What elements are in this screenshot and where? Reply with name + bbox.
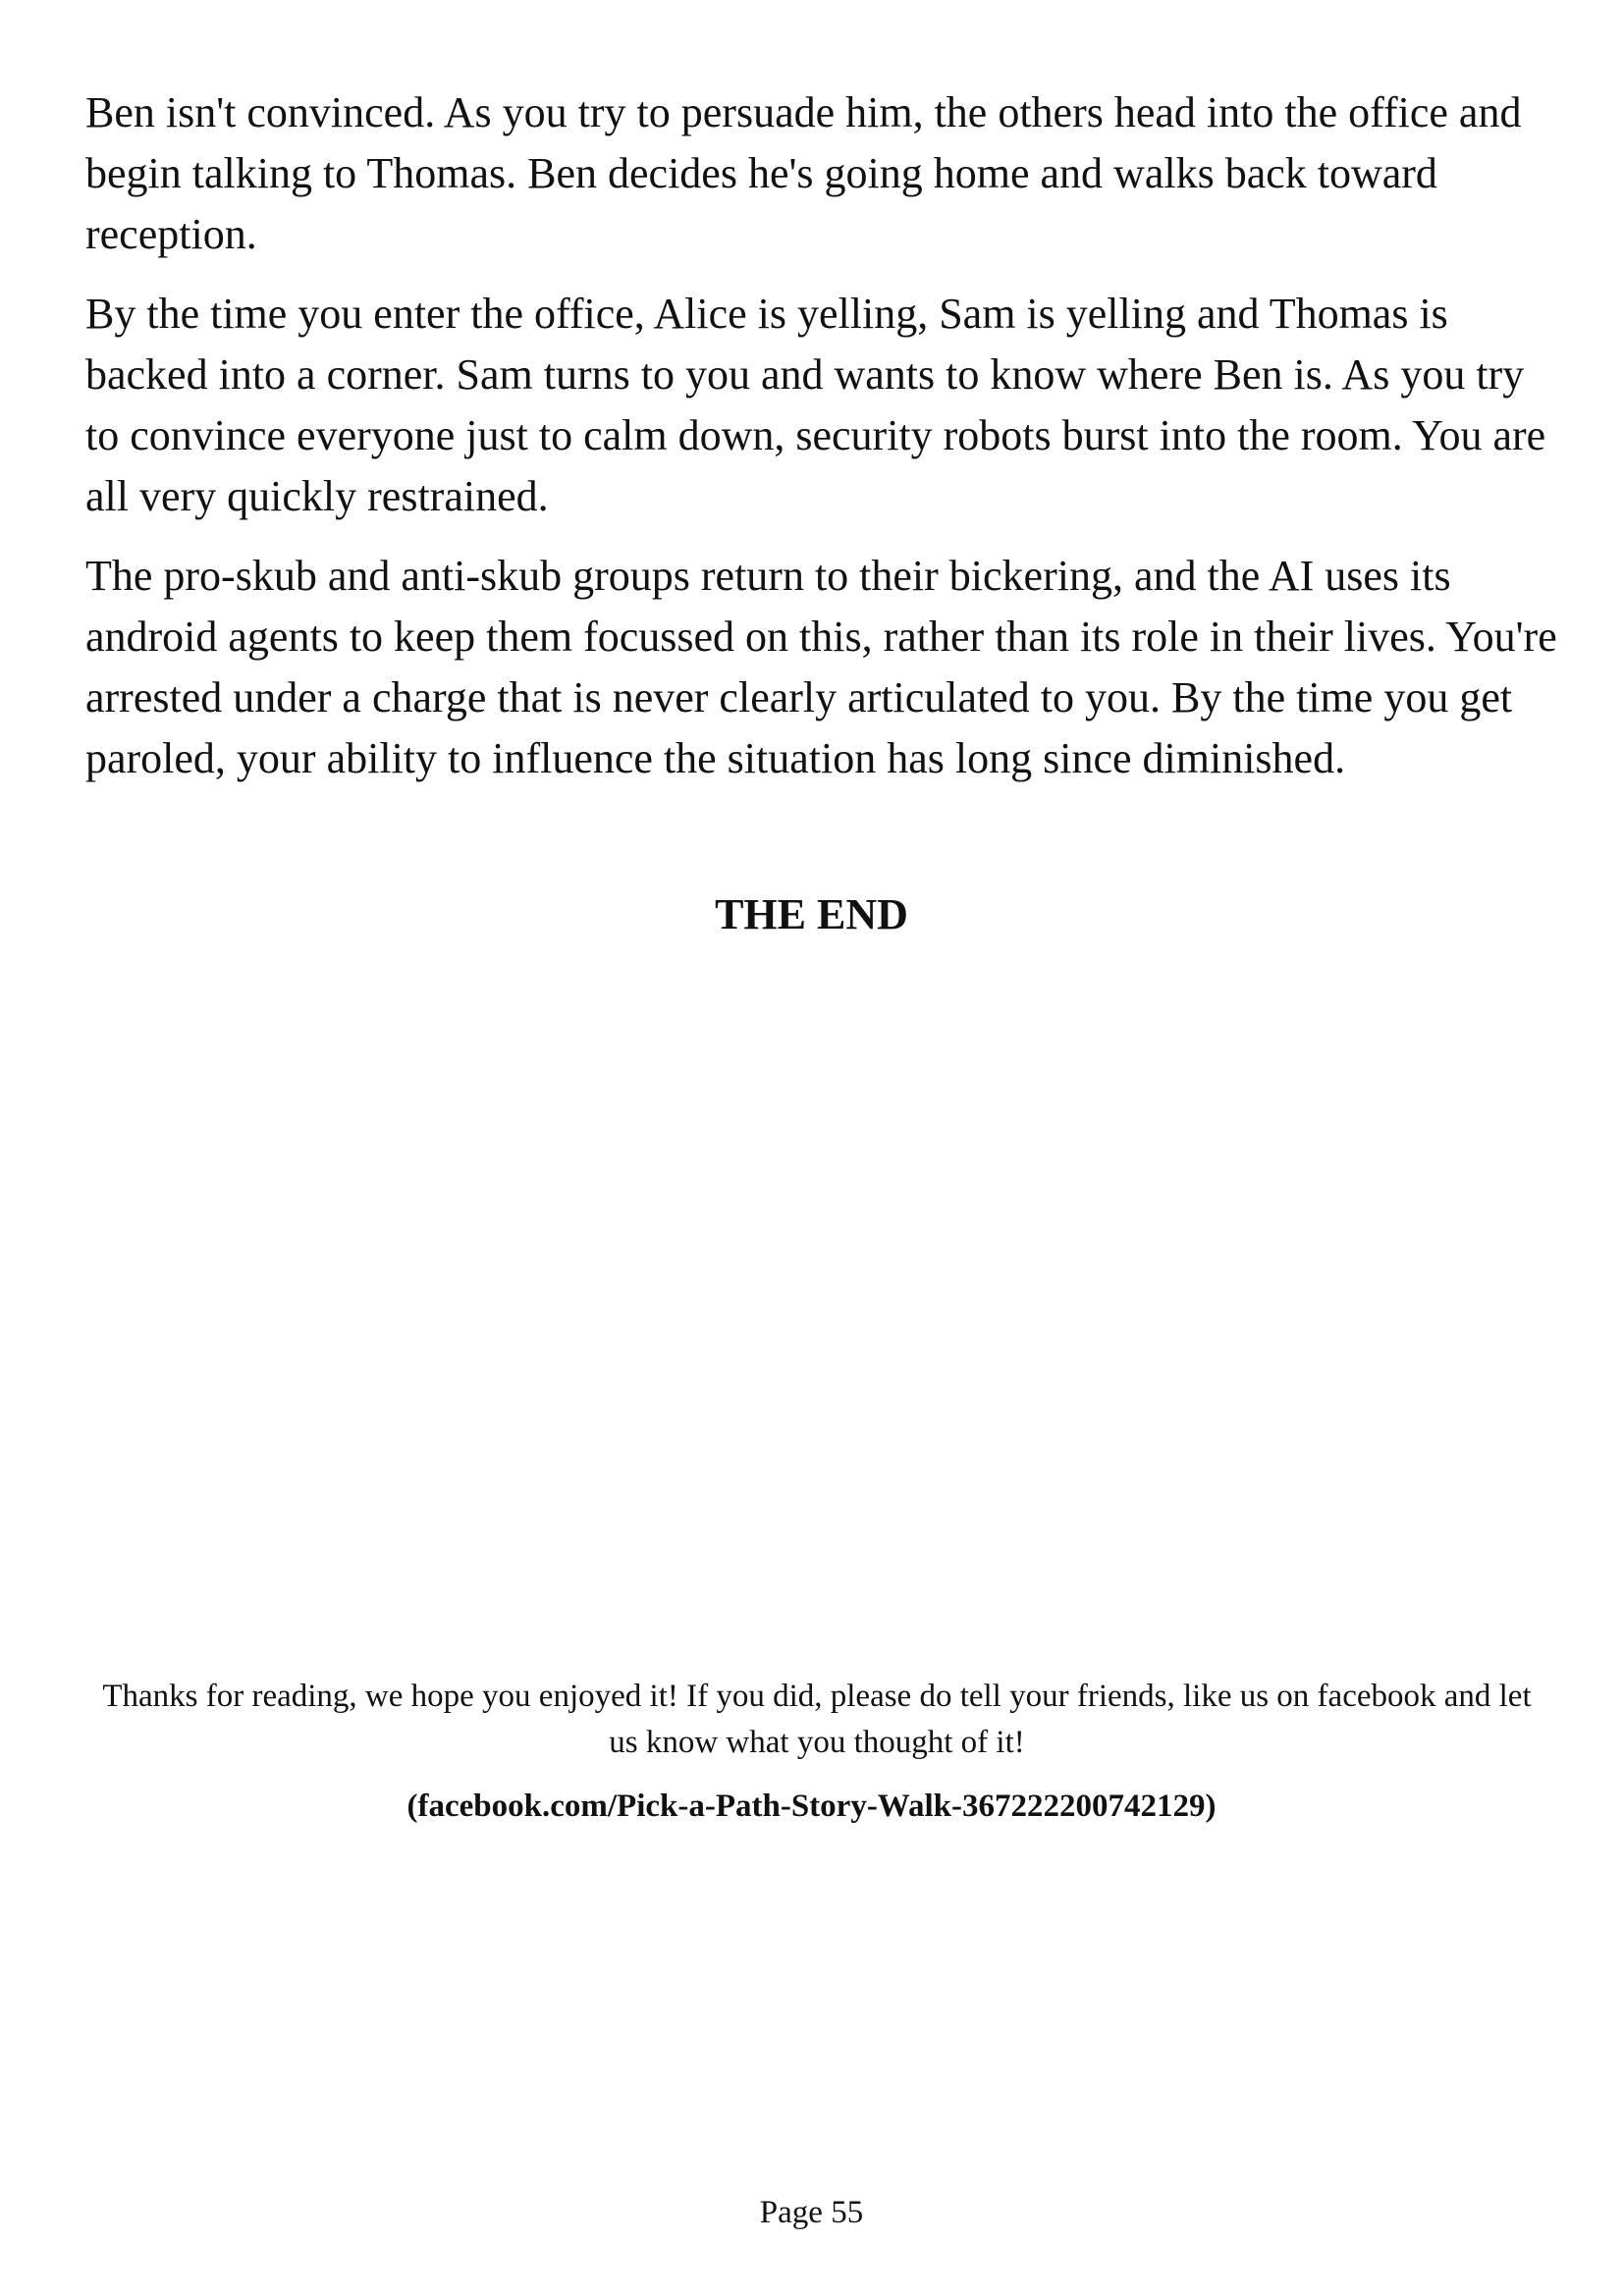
story-paragraph: Ben isn't convinced. As you try to persuade him, the others head into the office and begin talking to Thomas. Ben decides he's going home and walks back toward reception. [85, 88, 1522, 258]
story-paragraph: The pro-skub and anti-skub groups return to their bickering, and the AI uses its android agents to keep them focussed on this, rather than its role in their lives. You're arrested under a charge that is never clearly articulated to you. By the time you get paroled, your ability to influence the situation has long since diminished. [85, 552, 1557, 782]
story-paragraph: By the time you enter the office, Alice is yelling, Sam is yelling and Thomas is backed into a corner. Sam turns to you and wants to know where Ben is. As you try to convince everyone just to calm down, security robots burst into the room. You are all very quickly restrained. [85, 290, 1546, 520]
story-body [85, 82, 1558, 808]
thanks-message: Thanks for reading, we hope you enjoyed it! If you did, please do tell your friends, like us on facebook and let us know what you thought of it! [102, 1679, 1532, 1760]
the-end-heading: THE END [715, 890, 908, 938]
facebook-link[interactable]: (facebook.com/Pick-a-Path-Story-Walk-367222200742129) [406, 1789, 1217, 1824]
page-number: Page 55 [759, 2195, 864, 2230]
